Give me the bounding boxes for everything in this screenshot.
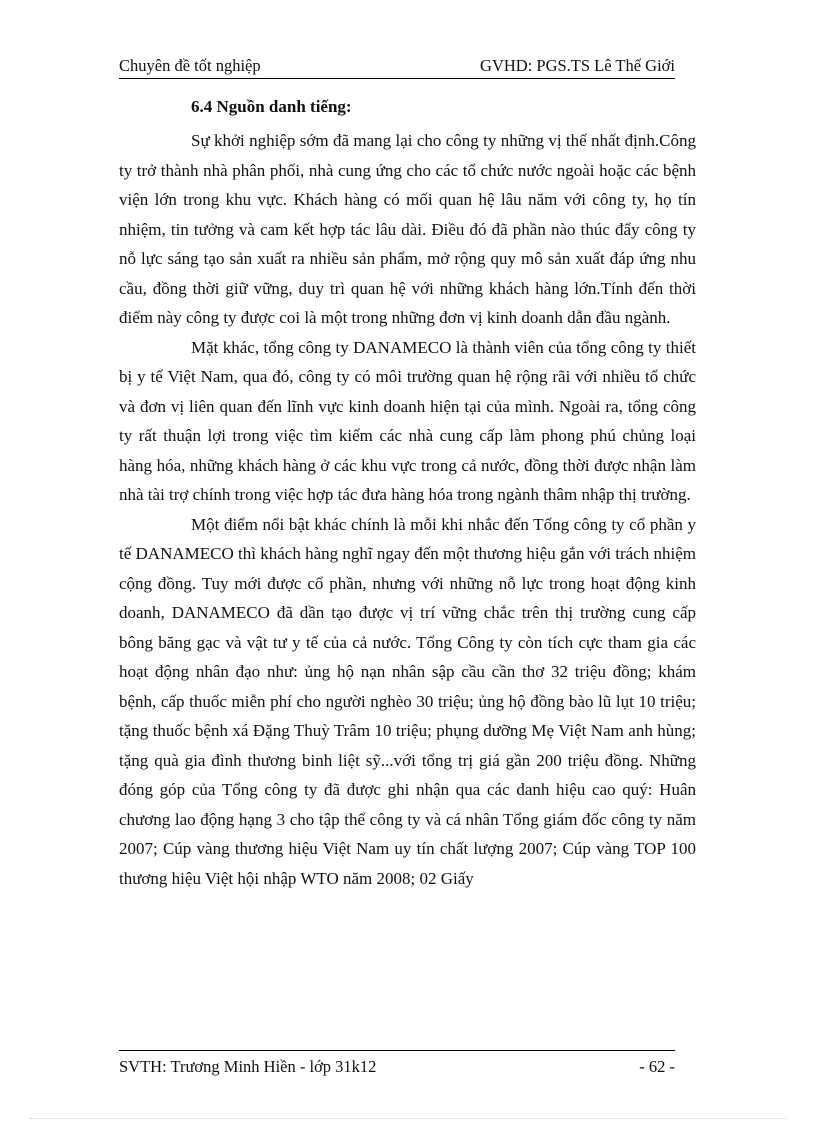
section-heading: 6.4 Nguồn danh tiếng: (191, 97, 352, 116)
paragraph: Mặt khác, tổng công ty DANAMECO là thành viên của tổng công ty thiết bị y tế Việt Nam, qua đó, công ty có môi trường quan hệ rộng rãi với nhiều tổ chức và đơn vị liên quan đến lĩnh vực kinh doanh hiện tại của mình. Ngoài ra, tổng công ty rất thuận lợi trong việc tìm kiếm các nhà cung cấp làm phong phú chủng loại hàng hóa, những khách hàng ở các khu vực trong cả nước, đồng thời được nhận làm nhà tài trợ chính trong việc hợp tác đưa hàng hóa trong ngành thâm nhập thị trường. (119, 337, 696, 504)
header-advisor: GVHD: PGS.TS Lê Thế Giới (480, 56, 675, 75)
page-edge-divider (30, 1118, 786, 1119)
header-title: Chuyên đề tốt nghiệp (119, 56, 261, 75)
page-header (119, 48, 675, 79)
page-number: - 62 - (639, 1057, 675, 1076)
paragraph: Một điểm nổi bật khác chính là mỗi khi nhắc đến Tổng công ty cổ phần y tế DANAMECO thì khách hàng nghĩ ngay đến một thương hiệu gắn với trách nhiệm cộng đồng. Tuy mới được cổ phần, nhưng với những nỗ lực trong hoạt động kinh doanh, DANAMECO đã dần tạo được vị trí vững chắc trên thị trường cung cấp bông băng gạc và vật tư y tế của cả nước. Tổng Công ty còn tích cực tham gia các hoạt động nhân đạo như: ủng hộ nạn nhân sập cầu cần thơ 32 triệu đồng; khám bệnh, cấp thuốc miễn phí cho người nghèo 30 triệu; ủng hộ đồng bào lũ lụt 10 triệu; tặng thuốc bệnh xá Đặng Thuỳ Trâm 10 triệu; phụng dưỡng Mẹ Việt Nam anh hùng; tặng quà gia đình thương binh liệt sỹ...với tổng trị giá gần 200 triệu đồng. Những đóng góp của Tổng công ty đã được ghi nhận qua các danh hiệu cao quý: Huân chương lao động hạng 3 cho tập thể công ty và cá nhân Tổng giám đốc công ty năm 2007; Cúp vàng thương hiệu Việt Nam uy tín chất lượng 2007; Cúp vàng TOP 100 thương hiệu Việt hội nhập WTO năm 2008; 02 Giấy (119, 514, 696, 888)
footer-student: SVTH: Trương Minh Hiền - lớp 31k12 (119, 1057, 377, 1076)
paragraph: Sự khởi nghiệp sớm đã mang lại cho công ty những vị thế nhất định.Công ty trở thành nhà phân phối, nhà cung ứng cho các tổ chức nước ngoài hoặc các bệnh viện lớn trong khu vực. Khách hàng có mối quan hệ lâu năm với công ty, họ tín nhiệm, tin tưởng và cam kết hợp tác lâu dài. Điều đó đã phần nào thúc đẩy công ty nỗ lực sáng tạo sản xuất ra nhiều sản phẩm, mở rộng quy mô sản xuất đáp ứng nhu cầu, đồng thời giữ vững, duy trì quan hệ với những khách hàng lớn.Tính đến thời điểm này công ty được coi là một trong những đơn vị kinh doanh dẫn đầu ngành. (119, 131, 696, 327)
main-content (119, 92, 696, 893)
page-footer (119, 1050, 675, 1077)
